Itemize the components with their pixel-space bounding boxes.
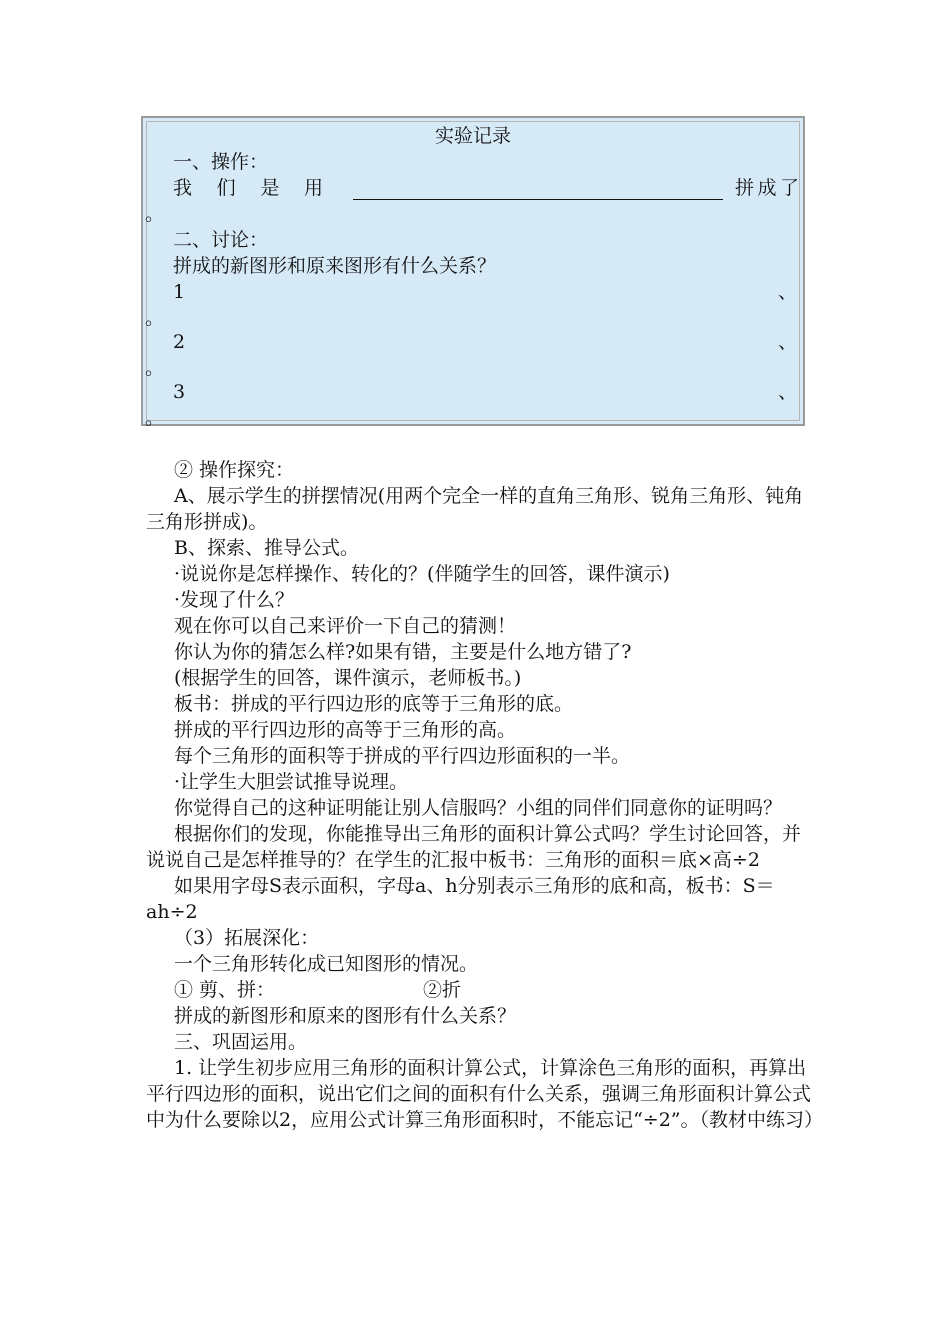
body-line: 1. 让学生初步应用三角形的面积计算公式，计算涂色三角形的面积，再算出平行四边形的面积，说出它们之间的面积有什么关系，强调三角形面积计算公式中为什么要除以2，应用公式计算三角形面积时，不能忘记“÷2”。（教材中练习） [146, 1057, 824, 1131]
period-mark: 。 [145, 307, 165, 329]
body-line: 拼成的平行四边形的高等于三角形的高。 [174, 719, 517, 741]
body-line: ·让学生大胆尝试推导说理。 [174, 771, 409, 793]
body-line: 观在你可以自己来评价一下自己的猜测！ [174, 615, 517, 637]
fold-label: ②折 [423, 979, 462, 1001]
body-line: 三、巩固运用。 [174, 1031, 308, 1053]
record-title: 实验记录 [434, 125, 511, 147]
discussion-question: 拼成的新图形和原来图形有什么关系？ [173, 255, 497, 277]
operation-fill-line [173, 176, 799, 200]
lesson-body [146, 457, 824, 1133]
fill-in-blank[interactable] [353, 179, 723, 200]
body-line: A、展示学生的拼摆情况(用两个完全一样的直角三角形、锐角三角形、钝角三角形拼成)。 [146, 485, 804, 533]
body-line: B、探索、推导公式。 [174, 537, 359, 559]
item-number: 1 [173, 281, 186, 303]
body-line: 一个三角形转化成已知图形的情况。 [174, 953, 479, 975]
body-line: (根据学生的回答，课件演示，老师板书。) [174, 667, 522, 689]
body-line: （3）拓展深化： [174, 927, 320, 949]
op-word: 我 [173, 177, 193, 199]
op-word: 拼 [735, 177, 755, 199]
operation-heading: 一、操作： [173, 151, 269, 173]
discussion-item-2[interactable] [173, 330, 797, 354]
op-word: 们 [216, 177, 236, 199]
body-line: 如果用字母S表示面积，字母a、h分别表示三角形的底和高，板书：S＝ah÷2 [146, 875, 775, 923]
item-number: 2 [173, 331, 186, 353]
body-line: 你觉得自己的这种证明能让别人信服吗？小组的同伴们同意你的证明吗？ [174, 797, 783, 819]
discussion-item-1[interactable] [173, 280, 797, 304]
item-mark: 、 [777, 331, 797, 353]
body-line: 根据你们的发现，你能推导出三角形的面积计算公式吗？学生讨论回答，并说说自己是怎样推导的？在学生的汇报中板书：三角形的面积＝底×高÷2 [146, 823, 802, 871]
period-mark: 。 [145, 357, 165, 379]
discussion-heading: 二、讨论： [173, 229, 269, 251]
op-word: 是 [260, 177, 280, 199]
experiment-record-box [141, 116, 805, 429]
op-word: 了 [779, 177, 799, 199]
body-line: ·说说你是怎样操作、转化的？(伴随学生的回答，课件演示) [174, 563, 670, 585]
item-mark: 、 [777, 381, 797, 403]
item-mark: 、 [777, 281, 797, 303]
item-number: 3 [173, 381, 186, 403]
body-line: 拼成的新图形和原来的图形有什么关系？ [174, 1005, 517, 1027]
body-line: 你认为你的猜怎么样?如果有错，主要是什么地方错了? [174, 641, 632, 663]
discussion-item-3[interactable] [173, 380, 797, 404]
body-line: 板书：拼成的平行四边形的底等于三角形的底。 [174, 693, 574, 715]
cut-fold-line [146, 977, 814, 1003]
period-mark: 。 [145, 203, 165, 225]
body-line: 每个三角形的面积等于拼成的平行四边形面积的一半。 [174, 745, 631, 767]
op-word: 成 [757, 177, 777, 199]
cut-label: ① 剪、拼： [174, 979, 276, 1001]
body-line: ② 操作探究： [174, 459, 295, 481]
op-word: 用 [303, 177, 323, 199]
period-mark: 。 [145, 407, 165, 429]
body-line: ·发现了什么？ [174, 589, 295, 611]
